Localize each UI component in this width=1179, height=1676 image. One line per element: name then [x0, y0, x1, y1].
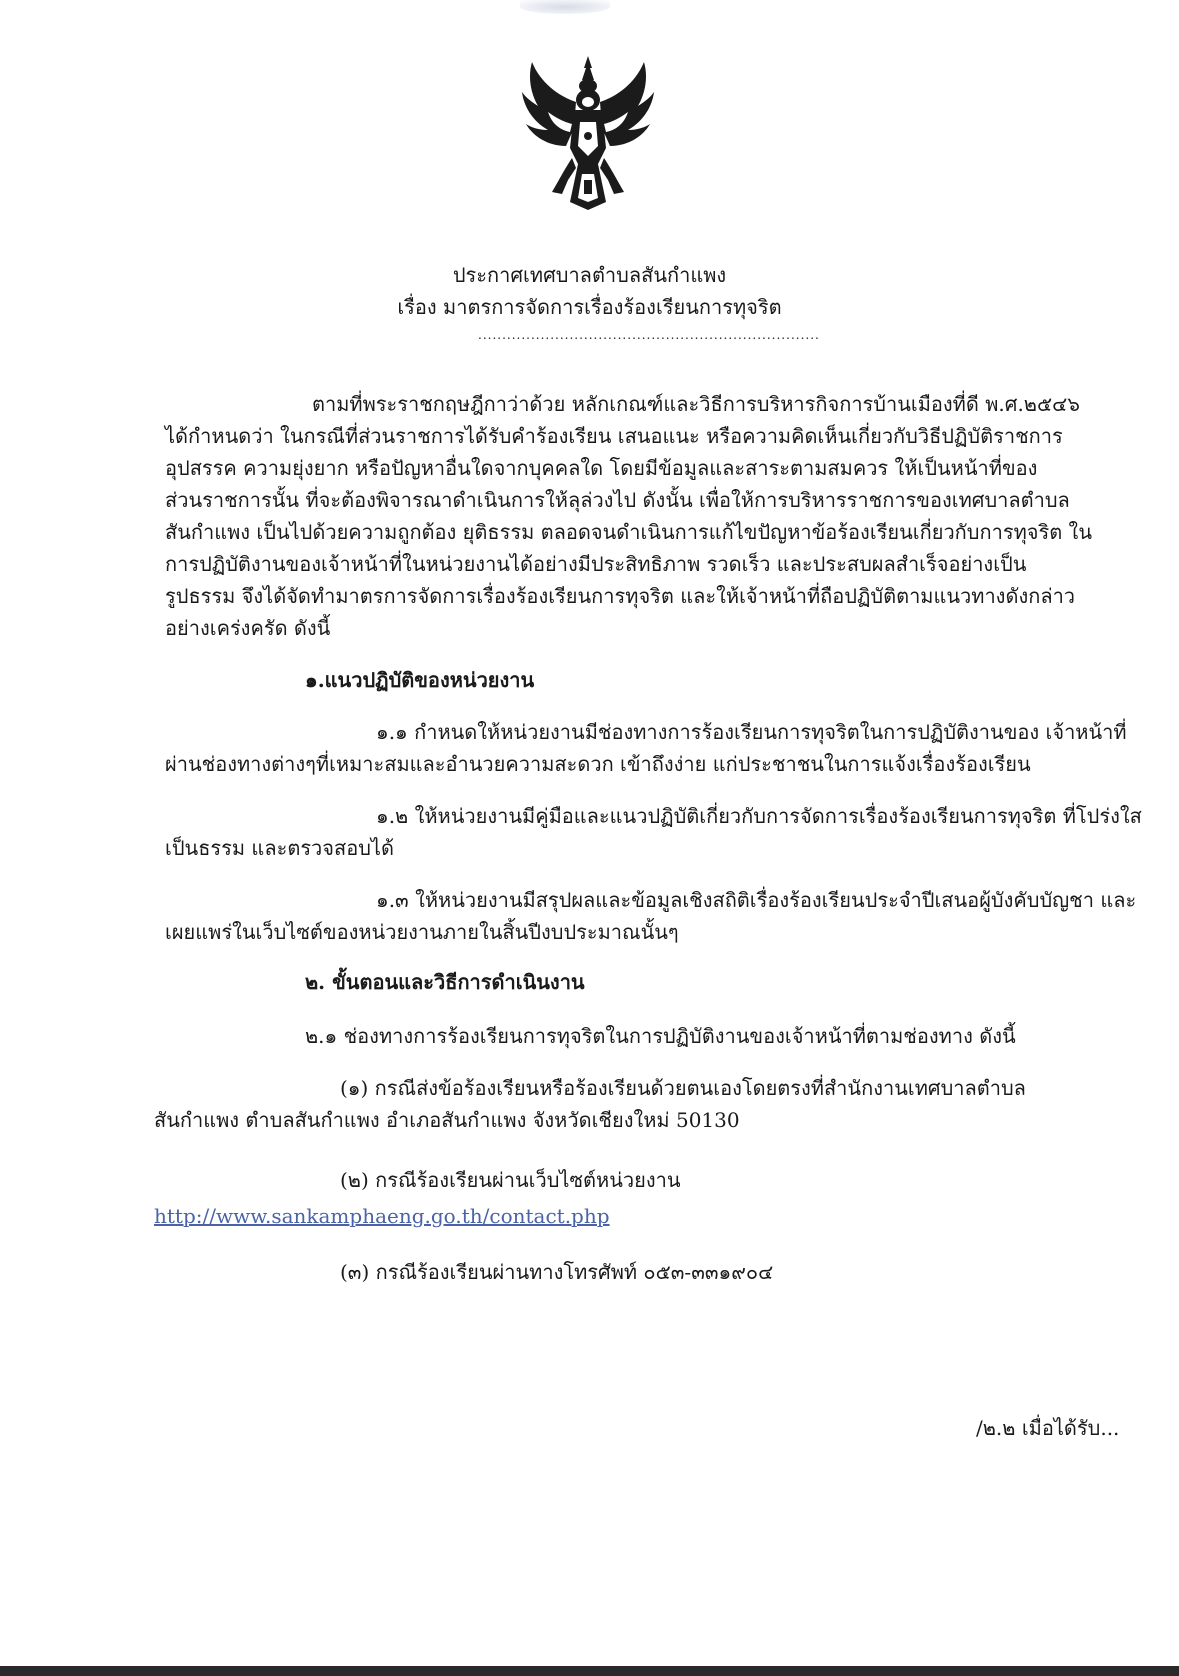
channel-in-person: (๑) กรณีส่งข้อร้องเรียนหรือร้องเรียนด้วยตนเองโดยตรงที่สำนักงานเทศบาลตำบล — [340, 1076, 1026, 1100]
announcement-subject: เรื่อง มาตรการจัดการเรื่องร้องเรียนการทุจริต — [397, 295, 782, 319]
section-1-item-3: เผยแพร่ในเว็บไซต์ของหน่วยงานภายในสิ้นปีงบประมาณนั้นๆ — [165, 920, 679, 944]
contact-url-link[interactable]: http://www.sankamphaeng.go.th/contact.php — [154, 1204, 610, 1228]
scan-smudge — [520, 0, 610, 14]
section-1-item-1: ๑.๑ กำหนดให้หน่วยงานมีช่องทางการร้องเรียนการทุจริตในการปฏิบัติงานของ เจ้าหน้าที่ — [376, 720, 1127, 744]
garuda-emblem-icon — [518, 52, 658, 212]
intro-line: อย่างเคร่งครัด ดังนี้ — [165, 616, 331, 640]
intro-line: ตามที่พระราชกฤษฎีกาว่าด้วย หลักเกณฑ์และวิธีการบริหารกิจการบ้านเมืองที่ดี พ.ศ.๒๕๔๖ — [312, 392, 1080, 416]
channel-website: (๒) กรณีร้องเรียนผ่านเว็บไซต์หน่วยงาน — [340, 1168, 681, 1192]
intro-line: อุปสรรค ความยุ่งยาก หรือปัญหาอื่นใดจากบุคคลใด โดยมีข้อมูลและสาระตามสมควร ให้เป็นหน้าที่ของ — [165, 456, 1038, 480]
intro-line: ได้กำหนดว่า ในกรณีที่ส่วนราชการได้รับคำร้องเรียน เสนอแนะ หรือความคิดเห็นเกี่ยวกับวิธีปฏิบัติราชการ — [165, 424, 1063, 448]
intro-line: รูปธรรม จึงได้จัดทำมาตรการจัดการเรื่องร้องเรียนการทุจริต และให้เจ้าหน้าที่ถือปฏิบัติตามแนวทางดังกล่าว — [165, 584, 1076, 608]
channel-in-person: สันกำแพง ตำบลสันกำแพง อำเภอสันกำแพง จังหวัดเชียงใหม่ 50130 — [154, 1108, 740, 1132]
page-bottom-edge — [0, 1666, 1179, 1676]
section-1-heading: ๑.แนวปฏิบัติของหน่วยงาน — [305, 668, 535, 692]
section-1-item-1: ผ่านช่องทางต่างๆที่เหมาะสมและอำนวยความสะดวก เข้าถึงง่าย แก่ประชาชนในการแจ้งเรื่องร้องเรียน — [165, 752, 1031, 776]
intro-line: ส่วนราชการนั้น ที่จะต้องพิจารณาดำเนินการให้ลุล่วงไป ดังนั้น เพื่อให้การบริหารราชการของเทศบาลตำบล — [165, 488, 1070, 512]
section-2-heading: ๒. ขั้นตอนและวิธีการดำเนินงาน — [305, 970, 585, 994]
announcement-title: ประกาศเทศบาลตำบลสันกำแพง — [452, 263, 727, 287]
section-1-item-2: เป็นธรรม และตรวจสอบได้ — [165, 836, 394, 860]
continuation-note: /๒.๒ เมื่อได้รับ... — [976, 1416, 1120, 1440]
intro-line: การปฏิบัติงานของเจ้าหน้าที่ในหน่วยงานได้อย่างมีประสิทธิภาพ รวดเร็ว และประสบผลสำเร็จอย่างเป็น — [165, 552, 1027, 576]
channel-phone: (๓) กรณีร้องเรียนผ่านทางโทรศัพท์ ๐๕๓-๓๓๑๙๐๔ — [340, 1260, 774, 1284]
section-1-item-2: ๑.๒ ให้หน่วยงานมีคู่มือและแนวปฏิบัติเกี่ยวกับการจัดการเรื่องร้องเรียนการทุจริต ที่โปร่งใส — [376, 804, 1142, 828]
header-divider: ....................................................................... — [478, 328, 820, 342]
intro-line: สันกำแพง เป็นไปด้วยความถูกต้อง ยุติธรรม ตลอดจนดำเนินการแก้ไขปัญหาข้อร้องเรียนเกี่ยวกับการทุจริต ใน — [165, 520, 1092, 544]
section-1-item-3: ๑.๓ ให้หน่วยงานมีสรุปผลและข้อมูลเชิงสถิติเรื่องร้องเรียนประจำปีเสนอผู้บังคับบัญชา และ — [376, 888, 1137, 912]
section-2-item-1: ๒.๑ ช่องทางการร้องเรียนการทุจริตในการปฏิบัติงานของเจ้าหน้าที่ตามช่องทาง ดังนี้ — [305, 1024, 1016, 1048]
